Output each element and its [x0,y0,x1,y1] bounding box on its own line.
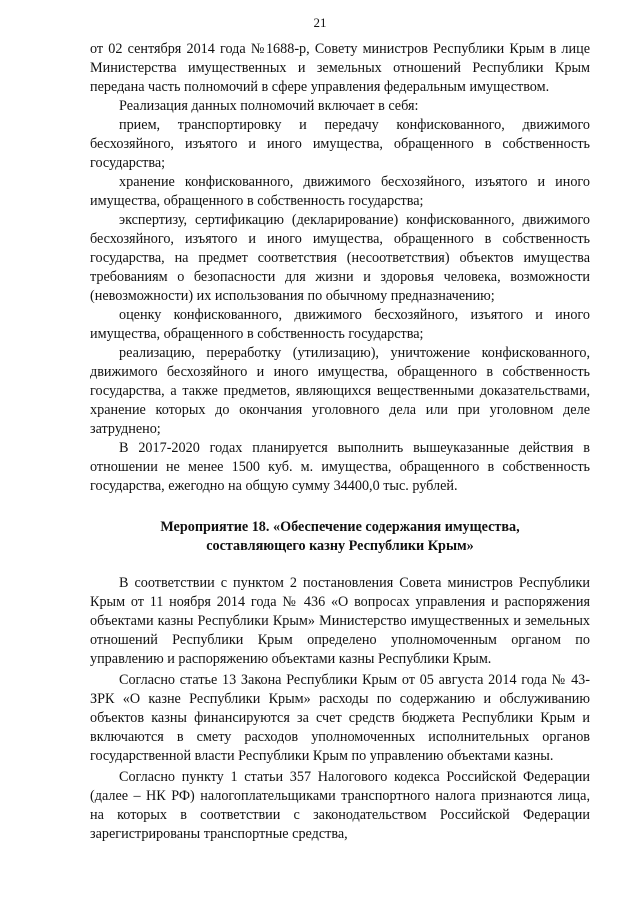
paragraph-plan-2017-2020: В 2017-2020 годах планируется выполнить вышеуказанные действия в отношении не менее 1500 куб. м. имущества, обращенного в собственность государства, ежегодно на общую сумму 34400,0 тыс. рублей. [90,440,590,494]
document-body [90,40,590,844]
section-heading [90,518,590,556]
paragraph-resolution-436: В соответствии с пунктом 2 постановления Совета министров Республики Крым от 11 ноября 2014 года № 436 «О вопросах управления и распоряжения объектами казны Республики Крым» Министерство имущественных и земельных отношений Республики Крым определено уполномоченным органом по управлению и распоряжению объектами казны Республики Крым. [90,575,590,667]
list-item-valuation: оценку конфискованного, движимого бесхозяйного, изъятого и иного имущества, обращенного в собственность государства; [90,307,590,342]
list-item-storage: хранение конфискованного, движимого бесхозяйного, изъятого и иного имущества, обращенного в собственность государства; [90,174,590,209]
section-heading-line-1: Мероприятие 18. «Обеспечение содержания имущества, [160,519,520,535]
paragraph-intro: от 02 сентября 2014 года №1688-р, Совету министров Республики Крым в лице Министерства имущественных и земельных отношений Республики Крым передана часть полномочий в сфере управления федеральным имуществом. [90,41,590,95]
page-number: 21 [313,15,327,30]
paragraph-powers-intro: Реализация данных полномочий включает в себя: [119,98,419,114]
section-heading-line-2: составляющего казну Республики Крым» [206,538,474,554]
list-item-realization: реализацию, переработку (утилизацию), уничтожение конфискованного, движимого бесхозяйного и иного имущества, обращенного в собственность государства, а также предметов, являющихся вещественными доказательствами, хранение которых до окончания уголовного дела или при уголовном деле затруднено; [90,345,590,437]
list-item-expertise: экспертизу, сертификацию (декларирование) конфискованного, движимого бесхозяйного, изъятого и иного имущества, обращенного в собственность государства, на предмет соответствия (несоответствия) объектов имущества требованиям о безопасности для жизни и здоровья человека, возможности (невозможности) их использования по обычному предназначению; [90,212,590,304]
paragraph-tax-code: Согласно пункту 1 статьи 357 Налогового кодекса Российской Федерации (далее – НК РФ) налогоплательщиками транспортного налога признаются лица, на которых в соответствии с законодательством Российской Федерации зарегистрированы транспортные средства, [90,769,590,842]
paragraph-law-43-zrk: Согласно статье 13 Закона Республики Крым от 05 августа 2014 года № 43-ЗРК «О казне Республики Крым» расходы по содержанию и обслуживанию объектов казны финансируются за счет средств бюджета Республики Крым и включаются в смету расходов уполномоченных исполнительных органов государственной власти Республики Крым по управлению объектами казны. [90,672,590,764]
list-item-reception: прием, транспортировку и передачу конфискованного, движимого бесхозяйного, изъятого и иного имущества, обращенного в собственность государства; [90,117,590,171]
